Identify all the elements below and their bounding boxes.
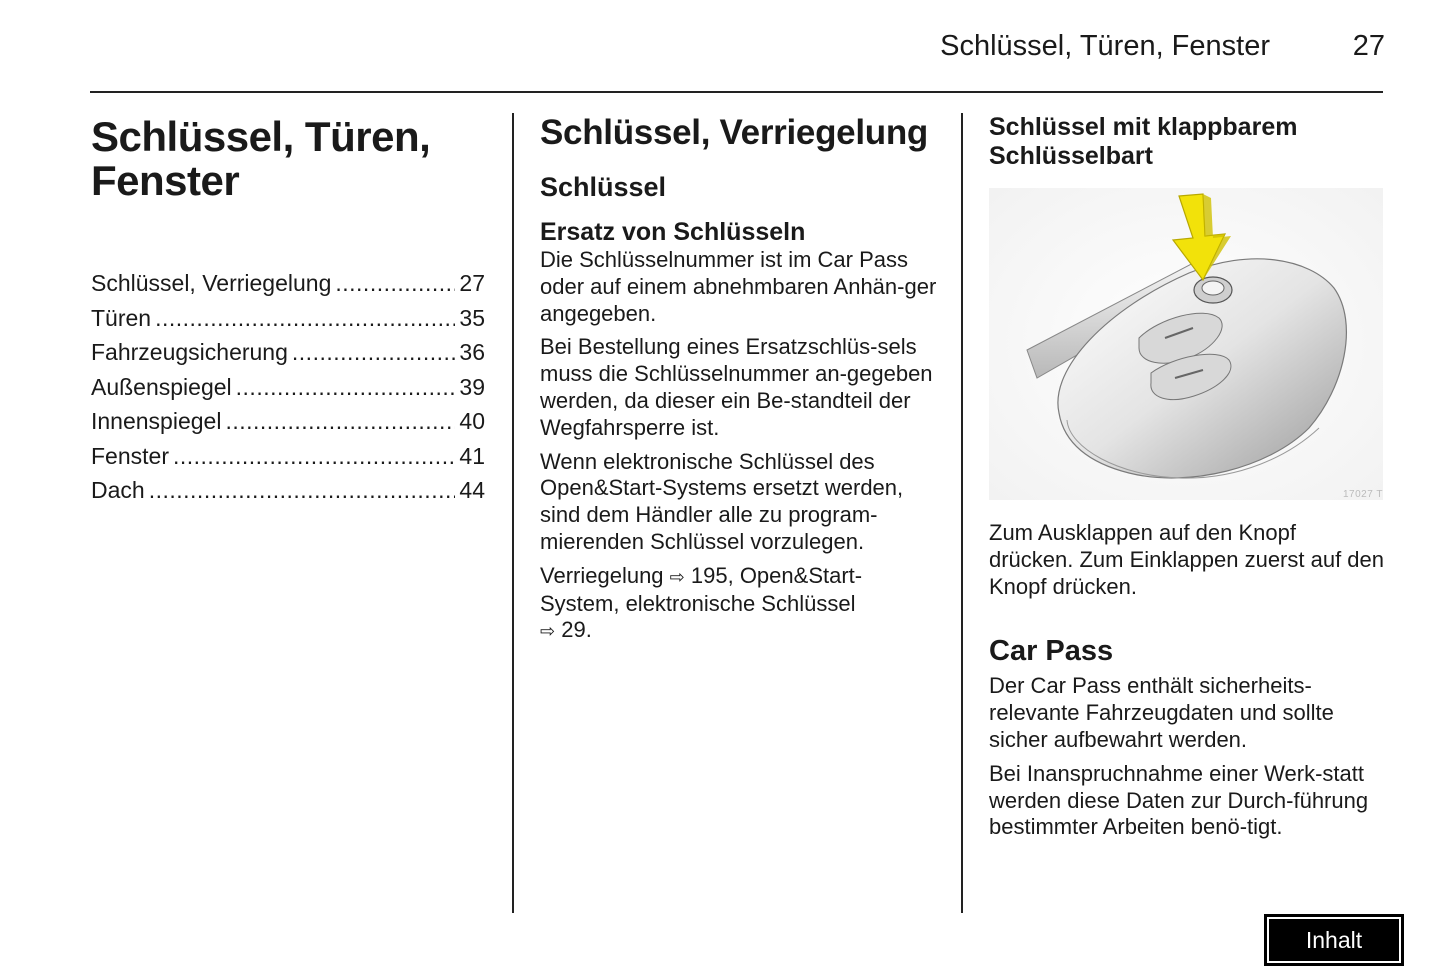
paragraph: Die Schlüsselnummer ist im Car Pass oder auf einem abnehmbaren Anhän-ger angegeben.: [540, 247, 937, 326]
running-head: [90, 30, 1385, 64]
section-column: [540, 113, 940, 652]
right-column: [989, 113, 1385, 848]
figure-heading: Schlüssel mit klappbarem Schlüsselbart: [989, 113, 1298, 170]
toc-entry[interactable]: [91, 408, 485, 443]
paragraph: Bei Bestellung eines Ersatzschlüs-sels muss die Schlüsselnummer an-gegeben werden, da dieser ein Be-standteil der Wegfahrsperre ist.: [540, 334, 933, 440]
toc-page: 41: [459, 442, 485, 469]
paragraph: Der Car Pass enthält sicherheits-relevante Fahrzeugdaten und sollte sicher aufbewahrt werden.: [989, 673, 1334, 752]
column-divider: [512, 113, 514, 913]
flip-key-illustration: [989, 188, 1383, 500]
toc-label: Fenster: [91, 442, 169, 469]
toc-page: 40: [459, 408, 485, 434]
header-rule: [90, 91, 1383, 93]
toc-page: 35: [459, 304, 485, 331]
toc-label: Fahrzeugsicherung: [91, 339, 288, 365]
toc-leader: [173, 443, 455, 470]
running-title: Schlüssel, Türen, Fenster: [940, 30, 1270, 62]
contents-button[interactable]: Inhalt: [1264, 914, 1404, 966]
toc-leader: [149, 477, 456, 504]
toc-label: Schlüssel, Verriegelung: [91, 270, 332, 296]
section-subtitle: Schlüssel: [540, 172, 667, 202]
toc-leader: [225, 408, 455, 435]
toc-label: Außenspiegel: [91, 373, 232, 400]
chapter-column: [91, 113, 489, 503]
paragraph: Bei Inanspruchnahme einer Werk-statt werden diese Daten zur Durch-führung bestimmter Arbeiten benö-tigt.: [989, 760, 1369, 840]
carpass-heading: Car Pass: [989, 635, 1114, 668]
reference-arrow-icon: ⇨: [669, 566, 685, 587]
page-number: 27: [1352, 30, 1385, 62]
toc-page: 27: [459, 270, 485, 296]
toc-page: 39: [459, 373, 485, 400]
paragraph: Wenn elektronische Schlüssel des Open&Start-Systems ersetzt werden, sind dem Händler alle zu program-mierenden Schlüssel vorzulegen.: [540, 448, 904, 554]
cross-reference[interactable]: [540, 563, 940, 645]
toc-entry[interactable]: [91, 305, 485, 340]
toc-entry[interactable]: [91, 477, 485, 512]
chapter-toc: [91, 270, 485, 512]
reference-arrow-icon: ⇨: [540, 621, 556, 642]
figure-id: 17027 T: [1342, 489, 1383, 500]
chapter-title: Schlüssel, Türen, Fenster: [91, 113, 431, 204]
toc-page: 36: [459, 339, 485, 365]
toc-leader: [335, 270, 455, 297]
toc-entry[interactable]: [91, 374, 485, 409]
ref-page: 29.: [561, 617, 592, 643]
toc-label: Dach: [91, 477, 145, 503]
toc-page: 44: [459, 477, 485, 503]
toc-label: Innenspiegel: [91, 408, 222, 434]
toc-entry[interactable]: [91, 270, 485, 305]
section-title: Schlüssel, Verriegelung: [540, 113, 928, 152]
toc-entry[interactable]: [91, 339, 485, 374]
toc-label: Türen: [91, 304, 152, 331]
ref-text: Verriegelung: [540, 562, 664, 588]
toc-leader: [292, 339, 456, 366]
ref-page: 195, Open&Start-System, elektronische Schlüssel: [540, 562, 863, 616]
key-figure: [989, 188, 1383, 500]
toc-entry[interactable]: [91, 443, 485, 478]
column-divider: [961, 113, 963, 913]
toc-leader: [236, 374, 456, 401]
toc-leader: [155, 305, 455, 332]
figure-caption: Zum Ausklappen auf den Knopf drücken. Zum Einklappen zuerst auf den Knopf drücken.: [989, 520, 1385, 599]
section-subsubtitle: Ersatz von Schlüsseln: [540, 218, 806, 246]
